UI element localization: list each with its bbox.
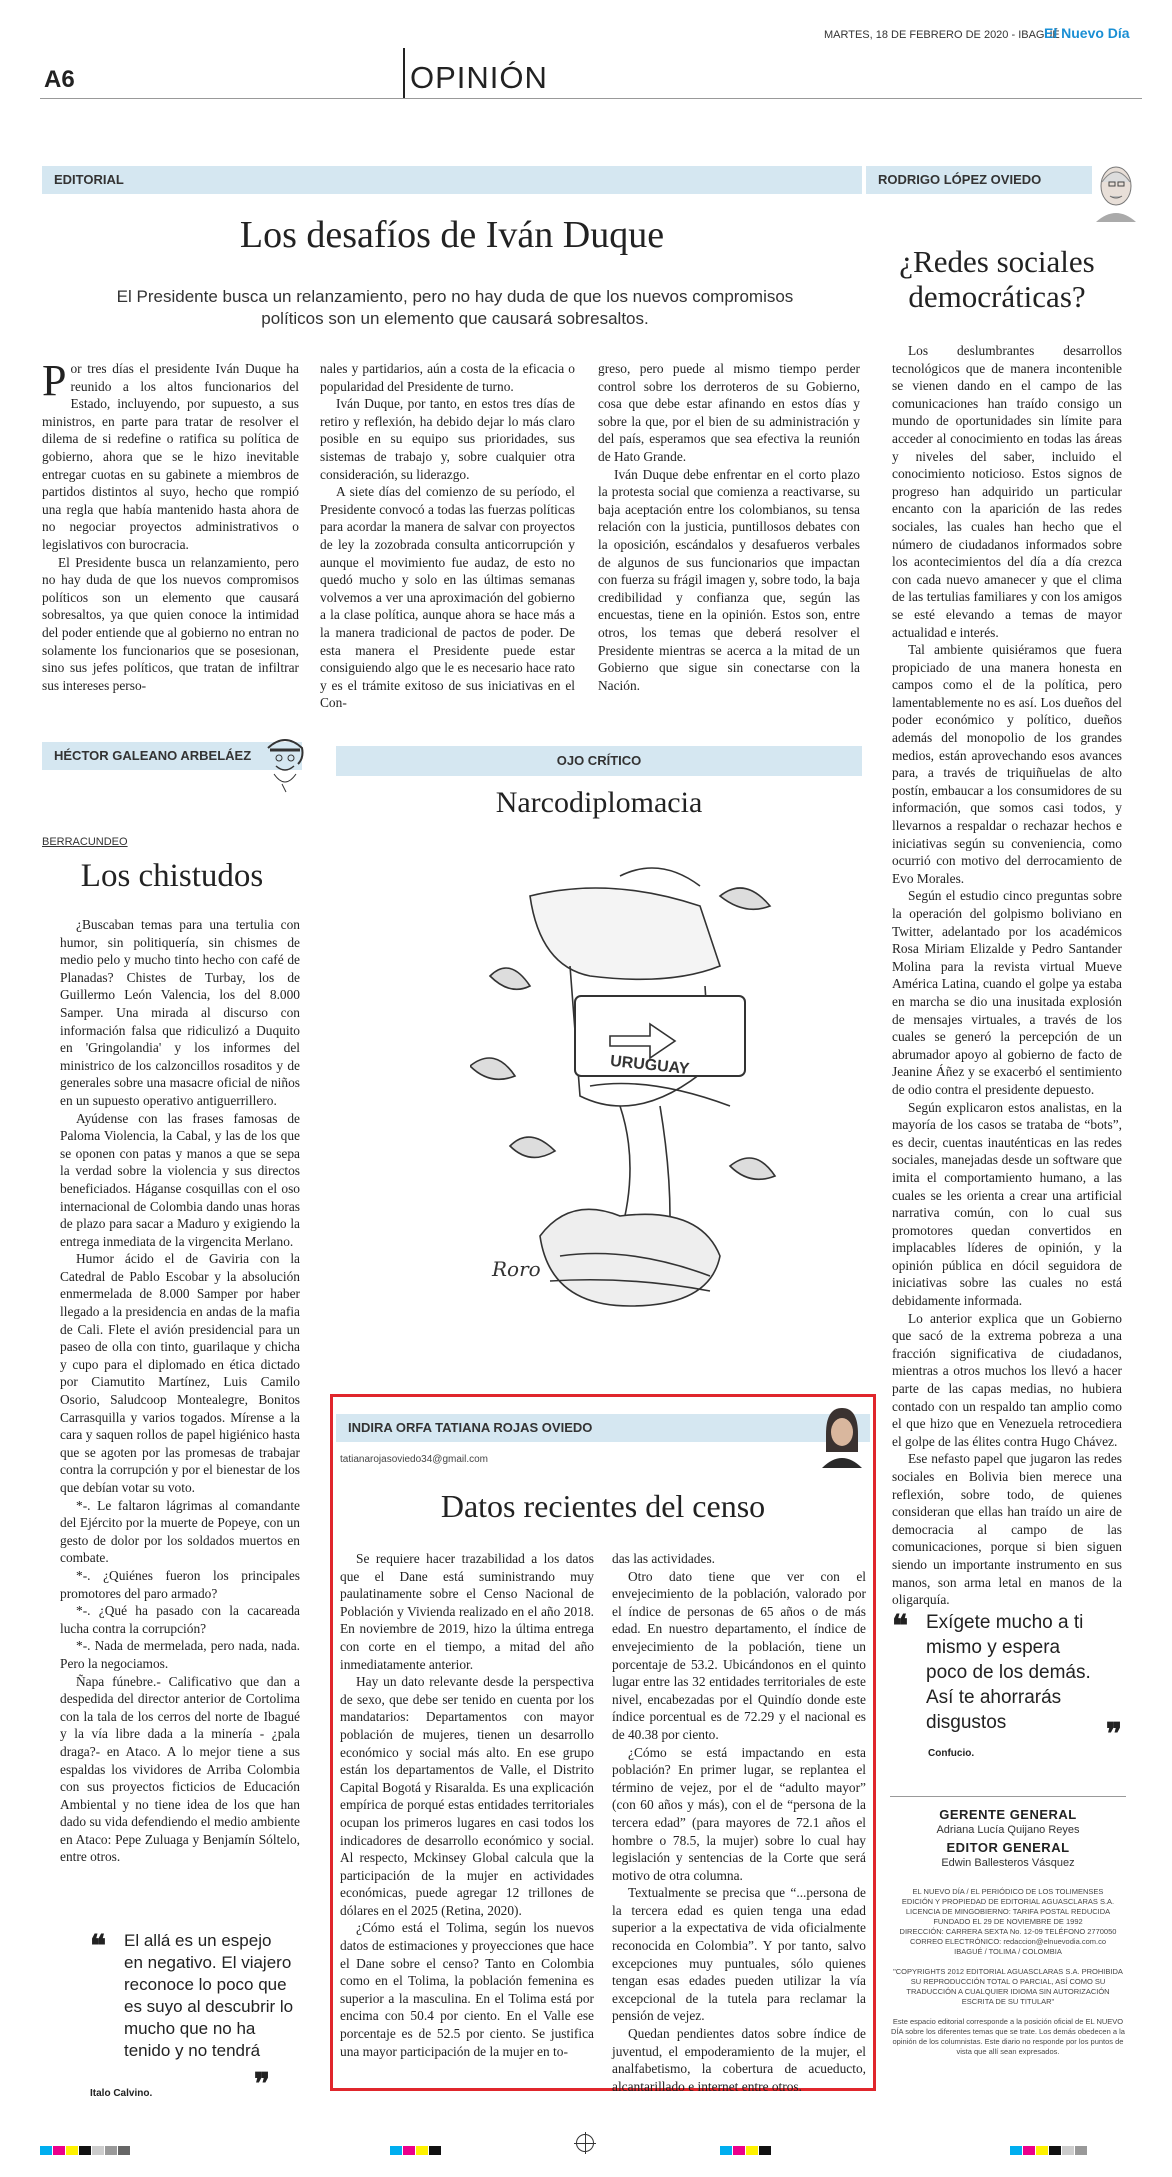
rodrigo-quote: Exígete mucho a ti mismo y espera poco de los demás. Así te ahorrarás disgustos	[926, 1612, 1091, 1733]
print-color-bar-center-left	[390, 2140, 442, 2159]
section-title: OPINIÓN	[410, 60, 548, 95]
info-line: EL NUEVO DÍA / EL PERIÓDICO DE LOS TOLIMENSES	[912, 1887, 1104, 1896]
paragraph: Quedan pendientes datos sobre índice de juventud, el empoderamiento de la mujer, el analfabetismo, la cobertura de acueducto, alcantarillado e internet entre otros.	[612, 2026, 866, 2094]
print-color-bar-left	[40, 2140, 131, 2159]
copyright: "COPYRIGHTS 2012 EDITORIAL AGUASCLARAS S.A. PROHIBIDA SU REPRODUCCIÓN TOTAL O PARCIAL, ASÍ COMO SU TRADUCCIÓN A CUALQUIER IDIOMA SIN AUTORIZACIÓN ESCRITA DE SU TITULAR"	[893, 1967, 1123, 2006]
info-line: EDICIÓN Y PROPIEDAD DE EDITORIAL AGUASCLARAS S.A.	[901, 1897, 1115, 1906]
editorial-deck: El Presidente busca un relanzamiento, pero no hay duda de que los nuevos compromisos políticos son un elemento que causará sobresaltos.	[116, 287, 794, 328]
gm-name: Adriana Lucía Quijano Reyes	[936, 1824, 1080, 1836]
indira-column-1	[340, 1550, 594, 2060]
indira-email: tatianarojasoviedo34@gmail.com	[340, 1454, 489, 1465]
paragraph: A siete días del comienzo de su período, el Presidente convocó a todas las fuerzas políticas para acordar la manera de salvar con proyectos de ley la zozobrada consulta anticorrupción y aunque el movimiento fue audaz, de esto no quedó mucho y solo en las últimas semanas volvemos a ver una aproximación del gobierno a la clase política, aunque ahora se hace más a la manera tradicional de pactos de poder. De esta manera el Presidente puede estar consiguiendo algo que le es necesario hace rato y es el trámite exitoso de sus iniciativas en el Con-	[320, 484, 575, 711]
paragraph: Según el estudio cinco preguntas sobre la operación del golpismo boliviano en Twitter, adelantado por los académicos Rosa Miriam Elizalde y Pedro Santander Molina para la revista virtual Mueve América Latina, cuando el golpe ya estaba en marcha se dio una inusitada explosión de mensajes virtuales, a través de los cuales se generó la percepción de un abrumador apoyo al gobierno de facto de Jeanine Áñez y se exacerbó el sentimiento de odio contra el presidente depuesto.	[892, 888, 1122, 1097]
hector-quote: El allá es un espejo en negativo. El viajero reconoce lo poco que es suyo al descubrir lo mucho que no ha tenido y no tendrá	[124, 1931, 294, 2060]
paragraph: Lo anterior explica que un Gobierno que sacó de la extrema pobreza a una fracción significativa de ciudadanos, mientras a otros muchos los llevó a hacer parte de las capas medias, no hubiera contado con un respaldo tan amplio como el que hizo que en Venezuela retrocediera el golpe de las élites contra Hugo Chávez.	[892, 1310, 1122, 1449]
hector-body	[60, 916, 300, 1866]
close-quote-icon: ❞	[253, 2067, 270, 2102]
ed-label: EDITOR GENERAL	[946, 1840, 1070, 1855]
cartoon-sign-text: URUGUAY	[609, 1052, 691, 1079]
indira-author: INDIRA ORFA TATIANA ROJAS OVIEDO	[348, 1420, 593, 1435]
paragraph: greso, pero puede al mismo tiempo perder control sobre los derroteros de su Gobierno, cosa que debe estar afinando en estos días y sobre la que, por el bien de su administración y del país, esperamos que sea efectiva la reunión de Hato Grande.	[598, 361, 860, 464]
hector-author: HÉCTOR GALEANO ARBELÁEZ	[54, 748, 252, 763]
paragraph: Iván Duque debe enfrentar en el corto plazo la protesta social que comienza a reactivarse, su baja aceptación entre los colombianos, su tensa relación con la justicia, puntillosos debates con la oposición, escándalos y desafueros verbales de algunos de sus funcionarios que impactan con fuerza su frágil imagen y, sobre todo, la baja credibilidad y confianza que, según las encuestas, tiene en la opinión. Estos son, entre otros, los temas que deberá resolver el Presidente mientras se acerca a la mitad de un Gobierno que sigue sin conectarse con la Nación.	[598, 466, 860, 693]
indira-column-2	[612, 1550, 866, 2095]
rodrigo-quote-box	[892, 1608, 1122, 1768]
indira-title: Datos recientes del censo	[440, 1488, 766, 1524]
hector-kicker: BERRACUNDEO	[42, 836, 128, 848]
page-number: A6	[44, 66, 75, 93]
editorial-column-1	[42, 356, 299, 694]
cartoon-label: OJO CRÍTICO	[556, 753, 642, 768]
paragraph: *-. Le faltaron lágrimas al comandante del Ejército por la muerte de Popeye, con un gesto de dolor por los soldados muertos en combate.	[60, 1497, 300, 1566]
editorial-column-2	[320, 360, 575, 712]
paragraph: *-. ¿Qué ha pasado con la cacareada lucha contra la corrupción?	[60, 1603, 300, 1636]
cartoon-label-bar	[336, 746, 862, 776]
info-line: CORREO ELECTRÓNICO: redaccion@elnuevodia.com.co	[909, 1937, 1106, 1946]
hector-title: Los chistudos	[80, 858, 264, 894]
paragraph: *-. Nada de mermelada, pero nada, nada. Pero la negociamos.	[60, 1638, 300, 1671]
paragraph: Ñapa fúnebre.- Calificativo que dan a despedida del director anterior de Cortolima con la tala de los cerros del norte de Ibagué y la vía libre dada a la minería - ¿pala draga?- en Ataco. A lo mejor tiene a sus espaldas los vividores de Arriba Colombia con sus proyectos ficticios de Educación Ambiental y no tiene idea de los que han dado su vida defendiendo el medio ambiente en Ataco: Pepe Zuluaga y Benjamín Sóltelo, entre otros.	[60, 1673, 300, 1865]
rodrigo-author: RODRIGO LÓPEZ OVIEDO	[878, 172, 1042, 187]
avatar	[818, 1404, 866, 1468]
cartoon-illustration	[470, 836, 790, 1336]
paragraph: ¿Cómo está el Tolima, según los nuevos datos de estimaciones y proyecciones que hace el Dane sobre el censo? Tanto en Colombia como en el Tolima, la población femenina es superior a la masculina. En el Tolima está por encima con 50.4 por ciento. En el Valle ese porcentaje es de 52.5 por ciento. Se justifica una mayor participación de la mujer en to-	[340, 1920, 594, 2059]
editorial-label: EDITORIAL	[54, 172, 124, 187]
cartoon-signature: Roro	[492, 1257, 541, 1281]
hector-quote-author: Italo Calvino.	[90, 2088, 153, 2099]
gm-label: GERENTE GENERAL	[939, 1807, 1077, 1822]
brand-logo: El Nuevo Día	[1044, 25, 1130, 41]
section-divider	[403, 48, 405, 98]
paragraph: Otro dato tiene que ver con el envejecimiento de la población, valorado por el índice de personas de 65 años o de más edad. En nuestro departamento, el índice de envejecimiento de la población, tiene un porcentaje de 53.2. Ubicándonos en el quinto lugar entre las 32 entidades territoriales de este nivel, encabezadas por el Quindío donde este índice porcentual es de 72.29 y el nacional es de 40.38 por ciento.	[612, 1568, 866, 1742]
paragraph: Ese nefasto papel que jugaron las redes sociales en Bolivia bien merece una reflexión, sobre todo, de quienes consideran que ellas han traído un aire de democracia al campo de las comunicaciones, porque si bien siguen siendo un importante instrumento en sus manos, son arma letal en manos de la oligarquía.	[892, 1451, 1122, 1608]
rodrigo-body	[892, 342, 1122, 1609]
info-line: DIRECCIÓN: CARRERA SEXTA No. 12-09 TELÉFONO 2770050	[899, 1927, 1117, 1936]
info-line: FUNDADO EL 29 DE NOVIEMBRE DE 1992	[933, 1917, 1083, 1926]
paragraph: ¿Cómo se está impactando en esta población? En primer lugar, se replantea el término de vejez, por el de “adulto mayor” (con 60 años y más), con el de “persona de la tercera edad” (para mayores de 72.1 años el hombre o 78.5, la mujer) sobre lo cual hay legislación y sentencias de la Corte que será motivo de otra columna.	[612, 1744, 866, 1883]
editorial-column-3	[598, 360, 860, 694]
ed-name: Edwin Ballesteros Vásquez	[941, 1857, 1075, 1869]
rodrigo-title: ¿Redes sociales democráticas?	[899, 244, 1095, 314]
open-quote-icon: ❝	[90, 1929, 107, 1964]
print-color-bar-right	[1010, 2140, 1088, 2159]
registration-mark-icon	[576, 2134, 594, 2152]
info-line: IBAGUÉ / TOLIMA / COLOMBIA	[954, 1947, 1062, 1956]
print-color-bar-center-right	[720, 2140, 772, 2159]
rodrigo-label-bar	[866, 166, 1126, 194]
editorial-title: Los desafíos de Iván Duque	[239, 214, 665, 256]
paragraph: das las actividades.	[612, 1551, 715, 1566]
paragraph: *-. ¿Quiénes fueron los principales promotores del paro armado?	[60, 1567, 300, 1601]
paragraph: Hay un dato relevante desde la perspectiva de sexo, que debe ser tenido en cuenta por los mandatarios: Departamentos con mayor población de mujeres, tienen un desarrollo económico y social más alto. En ese grupo están los departamentos de Valle, el Distrito Capital Bogotá y Risaralda. Es una explicación empírica de porqué estas entidades territoriales ocupan los primeros lugares en casi todos los indicadores de desarrollo económico y social. Al respecto, Mckinsey Global calcula que la participación de la mujer en actividades económicas, puede agregar 12 trillones de dólares en el 2025 (Retina, 2020).	[340, 1674, 594, 1918]
hector-quote-box	[90, 1930, 300, 2105]
close-quote-icon: ❞	[1105, 1717, 1122, 1752]
paragraph: El Presidente busca un relanzamiento, pero no hay duda de que los nuevos compromisos políticos son un elemento que causará sobresaltos, ya que quien conoce la intimidad del poder entiende que al gobierno no entran no solamente los funcionarios que se posesionan, sino sus jefes políticos, que tratan de infiltrar sus intereses perso-	[42, 554, 299, 693]
paragraph: or tres días el presidente Iván Duque ha reunido a los altos funcionarios del Estado, incluyendo, por supuesto, a sus ministros, en parte para tratar de resolver el dilema de si redefine o ratifica su política de gobierno, ahora que se le hizo inevitable entregar cuotas en su gabinete a miembros de partidos distintos al suyo, hecho que rompió una regla que había mantenido hasta ahora de no negociar proyectos administrativos o legislativos con burocracia.	[42, 361, 299, 552]
paragraph: Según explicaron estos analistas, en la mayoría de los casos se trataba de “bots”, es decir, cuentas inauténticas en las redes sociales, manejadas desde un software que imita el comportamiento humano, a las cuales se les orienta a crear una artificial narrativa común, con lo cual sus promotores quedan convertidos en implacables líderes de opinión, y la opinión pública en dócil seguidora de iniciativas sobre las cuales no está debidamente informada.	[892, 1099, 1122, 1309]
dateline: MARTES, 18 DE FEBRERO DE 2020 - IBAGUÉ	[824, 29, 1060, 41]
paragraph: Humor ácido el de Gaviria con la Catedral de Pablo Escobar y la absolución enmermelada de 8.000 Samper por haber llegado a la presidencia en andas de la mafia de Cali. Flete el avión presidencial para un paseo de olla con tinto, guarilaque y chicha y cupo para el diplomado en ética dictado por Ciamutito Martínez, Luis Camilo Osorio, Saludcoop Montealegre, Bonitos Carrasquilla y varios togados. Mírense a la cara y saquen rollos de papel higiénico hasta que se agoten por las promesas de trabajar contra la corrupción y por el bienestar de los que debían votar su voto.	[60, 1251, 300, 1495]
editorial-label-bar	[42, 166, 862, 194]
masthead-info	[890, 1887, 1126, 1957]
header-rule	[40, 98, 1142, 99]
paragraph: ¿Buscaban temas para una tertulia con humor, sin politiquería, sin chismes de medio pelo y mucho tinto hecho con café de Planadas? Chistes de Turbay, los de Guillermo León Valencia, los del 8.000 Samper. Una mirada al discurso con información falsa que ridiculizó a Duquito en 'Gringolandia' y los informes del ministrico de los calzoncillos rosaditos y de generales sobre una masacre oficial de niños en un supuesto operativo antiguerrillero.	[60, 917, 300, 1108]
info-line: LICENCIA DE MINGOBIERNO: TARIFA POSTAL REDUCIDA	[905, 1907, 1111, 1916]
paragraph: Tal ambiente quisiéramos que fuera propiciado de una manera honesta en campos como el de la política, pero lamentablemente no es así. Los dueños del poder económico y político, dueños además del monopolio de los grandes medios, están aprovechando esos avances para, a través de triquiñuelas de alto postín, embaucar a los consumidores de su información, que somos casi todos, y llevarnos a respaldar o rechazar hechos e iniciativas según su conveniencia, como ocurrió con motivo del derrocamiento de Evo Morales.	[892, 642, 1122, 886]
avatar	[1092, 160, 1140, 222]
paragraph: Se requiere hacer trazabilidad a los datos que el Dane está suministrando muy paulatinamente sobre el Censo Nacional de Población y Vivienda realizado en el año 2018. En noviembre de 2019, hizo la última entrega con corte en el tiempo, a mitad del año inmediatamente anterior.	[340, 1551, 594, 1672]
paragraph: nales y partidarios, aún a costa de la eficacia o popularidad del Presidente de turno.	[320, 361, 575, 394]
hector-caricature	[262, 734, 308, 794]
paragraph: Iván Duque, por tanto, en estos tres días de retiro y reflexión, ha debido dejar lo más claro posible en su equipo sus prioridades, sus sistemas de trabajo y, sobre cualquier otra consideración, su liderazgo.	[320, 396, 575, 482]
open-quote-icon: ❝	[892, 1609, 909, 1644]
paragraph: Los deslumbrantes desarrollos tecnológicos que de manera incontenible se vienen dando en el campo de las comunicaciones han traído consigo un mundo de oportunidades sin límite para acceder al conocimiento en todas las áreas y niveles del saber, incluido el conocimiento noticioso. Estos signos de progreso han adquirido un particular encanto con la aparición de las redes sociales, las cuales han hecho que el número de ciudadanos informados sobre los acontecimientos del día a día crezca con cada nuevo amanecer y que el clima de las tertulias familiares y con los amigos se esté elevando a temas de mayor actualidad e interés.	[892, 343, 1122, 640]
cartoon-title: Narcodiplomacia	[495, 786, 703, 819]
rodrigo-quote-author: Confucio.	[928, 1748, 975, 1759]
masthead	[890, 1796, 1126, 2057]
paragraph: Ayúdense con las frases famosas de Paloma Violencia, la Cabal, y las de los que se oponen con patas y manos a que se sepa la verdad sobre la violencia y sus directos beneficiados. Háganse cosquillas con el oso internacional de Colombia dando unas horas de plazo para sacar a Maduro y exigiendo la entrega inmediata de la virgencita Merlano.	[60, 1110, 300, 1249]
indira-label-bar	[336, 1414, 870, 1442]
disclaimer: Este espacio editorial corresponde a la posición oficial de EL NUEVO DÍA sobre los diferentes temas que se trate. Los demás obedecen a la opinión de los columnistas. Este diario no responde por los puntos de vista que allí sean expresados.	[891, 2017, 1125, 2056]
editorial-dropcap: P	[42, 356, 67, 405]
paragraph: Textualmente se precisa que “...persona de la tercera edad es quien tenga una edad superior a la expectativa de vida oficialmente reconocida en Colombia”. Y por tanto, salvo excepciones muy puntuales, sólo quienes tengan esas edades pueden utilizar la vía excepcional de la tutela para reclamar la pensión de vejez.	[612, 1885, 866, 2024]
